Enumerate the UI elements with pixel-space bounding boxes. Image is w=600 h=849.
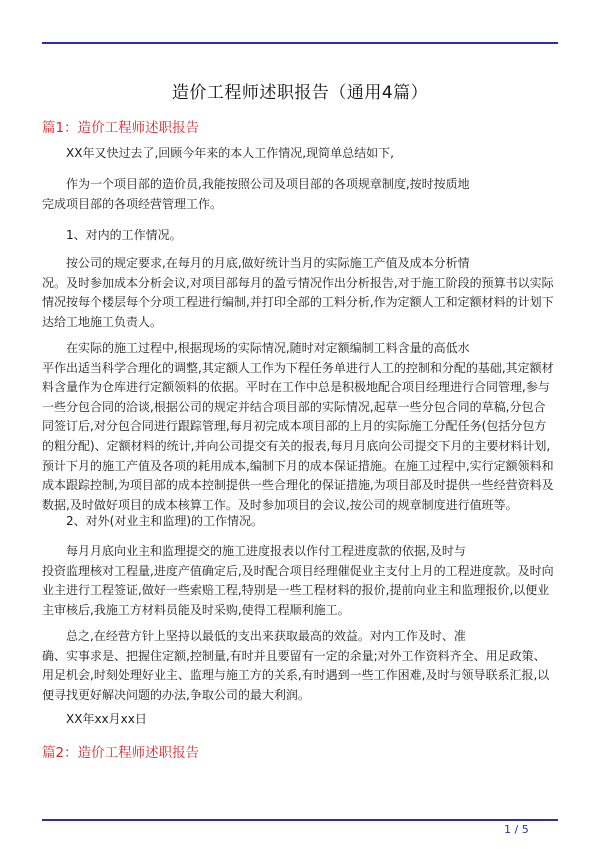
document-title: 造价工程师述职报告（通用4篇） [171,83,429,103]
text-line: 确、实事求是、把握住定额,控制量,有时并且要留有一定的余量;对外工作资料齐全、用足政策、 [42,648,546,663]
paragraph [42,627,558,705]
paragraph [42,339,558,515]
text-line: 每月月底向业主和监理提交的施工进度报表以作付工程进度款的依据,及时与 [66,544,466,558]
text-line: 预计下月的施工产值及各项的耗用成本,编制下月的成本保证措施。在施工过程中,实行定额领料和 [42,458,554,473]
text-line: 况。及时参加成本分析会议,对项目部每月的盈亏情况作出分析报告,对于施工阶段的预算书以实际 [42,275,554,290]
text-line: XX年又快过去了,回顾今年来的本人工作情况,现简单总结如下, [66,146,394,160]
text-line: 投资监理核对工程量,进度产值确定后,及时配合项目经理催促业主支付上月的工程进度款。及时向 [42,563,554,578]
paragraph [42,512,558,532]
text-line: 情况按每个楼层每个分项工程进行编制,并打印全部的工料分析,作为定额人工和定额材料的计划下 [42,295,554,310]
text-line: 在实际的施工过程中,根据现场的实际情况,随时对定额编制工料含量的高低水 [66,341,470,355]
page-number: 1 / 5 [504,823,529,836]
text-line: 达给工地施工负责人。 [42,314,163,329]
section-heading-2: 篇2：造价工程师述职报告 [42,745,200,761]
section-heading-1: 篇1：造价工程师述职报告 [42,120,200,136]
text-line: 业主进行工程签证,做好一些索赔工程,特别是一些工程材料的报价,提前向业主和监理报价,以便业 [42,583,550,598]
text-line: 便寻找更好解决问题的办法,争取公司的最大利润。 [42,687,310,702]
footer-rule [42,819,558,821]
text-line: 1、对内的工作情况。 [66,228,182,242]
paragraph [42,226,558,246]
text-line: 完成项目部的各项经营管理工作。 [42,196,223,211]
text-line: 同签订后,对分包合同进行跟踪管理,每月初完成本项目部的上月的实际施工分配任务(包括分包方 [42,419,547,434]
header-rule [42,42,558,44]
text-line: 作为一个项目部的造价员,我能按照公司及项目部的各项规章制度,按时按质地 [66,177,470,191]
text-line: 的粗分配)、定额材料的统计,并向公司提交有关的报表,每月月底向公司提交下月的主要材料计划, [42,438,551,453]
text-line: 料含量作为仓库进行定额领料的依据。平时在工作中总是积极地配合项目经理进行合同管理,参与 [42,380,550,395]
text-line: XX年xx月xx日 [66,712,147,726]
text-line: 一些分包合同的洽谈,根据公司的规定并结合项目部的实际情况,起草一些分包合同的草稿,分包合 [42,399,546,414]
paragraph [42,144,558,164]
paragraph [42,175,558,214]
text-line: 总之,在经营方针上坚持以最低的支出来获取最高的效益。对内工作及时、准 [66,629,466,643]
text-line: 主审核后,我施工方材料员能及时采购,使得工程顺利施工。 [42,602,350,617]
text-line: 平作出适当科学合理化的调整,其定额人工作为下程任务单进行人工的控制和分配的基础,其定额材 [42,360,554,375]
text-line: 2、对外(对业主和监理)的工作情况。 [66,514,263,528]
paragraph [42,542,558,620]
text-line: 数据,及时做好项目的成本核算工作。及时参加项目的会议,按公司的规章制度进行值班等。 [42,497,518,512]
text-line: 按公司的规定要求,在每月的月底,做好统计当月的实际施工产值及成本分析情 [66,256,470,270]
text-line: 成本跟踪控制,为项目部的成本控制提供一些合理化的保证措施,为项目部及时提供一些经营资料及 [42,478,554,493]
text-line: 用足机会,时刻处理好业主、监理与施工方的关系,有时遇到一些工作困难,及时与领导联系汇报,以 [42,668,550,683]
paragraph [42,254,558,332]
paragraph [42,710,558,730]
